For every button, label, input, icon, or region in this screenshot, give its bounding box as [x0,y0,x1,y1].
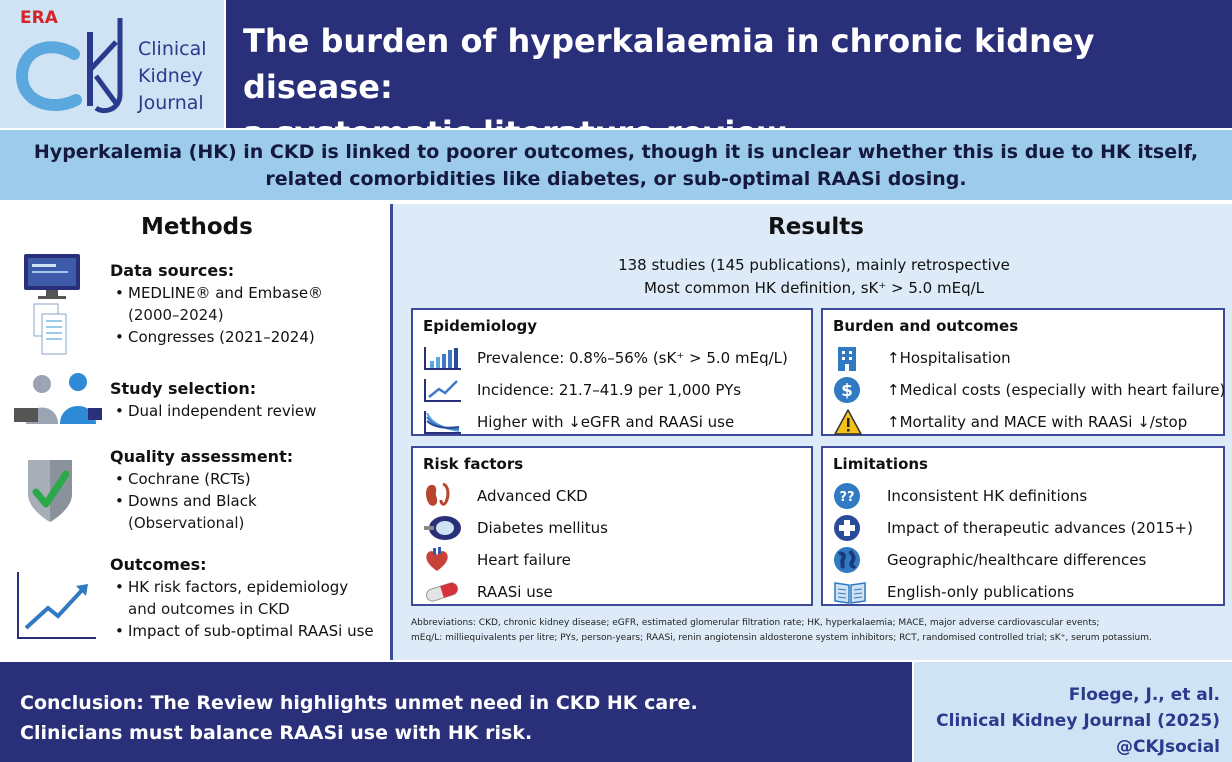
burden-box [821,308,1225,436]
header-banner [0,0,1232,128]
data-sources-group [110,260,323,348]
conclusion-banner [0,662,912,762]
title-line: The burden of hyperkalaemia in chronic kidney disease: [243,22,1095,106]
abbreviations-line: Abbreviations: CKD, chronic kidney disease; eGFR, estimated glomerular filtration rate; HK, hyperkalaemia; MACE, major adverse cardiovascular events; [411,618,1100,628]
limitation-row [833,482,1087,510]
limitations-box [821,446,1225,606]
epidemiology-row [423,408,734,436]
quality-assessment-item-continued: (Observational) [128,514,245,532]
key-message-banner [0,128,1232,202]
question-marks-icon [833,482,875,510]
burden-row [833,376,1225,404]
outcomes-heading: Outcomes: [110,555,207,574]
limitations-title: Limitations [833,455,928,473]
conclusion-line: Conclusion: The Review highlights unmet need in CKD HK care. [20,692,698,714]
pill-icon [423,578,465,606]
key-message-line: related comorbidities like diabetes, or sub-optimal RAASi dosing. [265,168,967,190]
journal-name-line: Kidney [138,65,203,87]
social-handle-link[interactable]: @CKJsocial [1116,737,1220,757]
heart-icon [423,546,465,574]
data-sources-item: • MEDLINE® and Embase® [110,282,323,304]
risk-factors-box [411,446,813,606]
reviewers-icon [12,372,104,426]
limitation-row [833,514,1193,542]
risk-factor-item: RAASi use [477,583,553,601]
conclusion-line: Clinicians must balance RAASi use with HK risk. [20,722,533,744]
epidemiology-item: Incidence: 21.7–41.9 per 1,000 PYs [477,381,742,399]
burden-row [833,344,1011,372]
risk-factors-title: Risk factors [423,455,524,473]
kidney-icon [423,482,465,510]
bar-chart-icon [423,344,465,372]
burden-item: ↑Hospitalisation [887,349,1011,367]
limitation-item: Geographic/healthcare differences [887,551,1147,569]
abbreviations-line: mEq/L: milliequivalents per litre; PYs, person-years; RAASi, renin angiotensin aldosterone system inhibitors; RCT, randomised controlled trial; sK⁺, serum potassium. [411,633,1152,643]
risk-factor-row [423,578,553,606]
open-book-icon [833,578,875,606]
globe-icon [833,546,875,574]
journal-name [138,36,207,117]
study-selection-group [110,378,316,422]
citation-authors: Floege, J., et al. [1068,685,1220,705]
results-title: Results [768,214,864,240]
burden-row [833,408,1187,436]
burden-title: Burden and outcomes [833,317,1019,335]
limitation-item: Inconsistent HK definitions [887,487,1088,505]
study-selection-heading: Study selection: [110,379,257,398]
burden-item: ↑Medical costs (especially with heart failure) [887,381,1226,399]
database-monitor-icon [22,252,82,358]
risk-factor-row [423,482,588,510]
svg-text:$: $ [841,381,853,401]
outcomes-group [110,554,374,642]
data-sources-heading: Data sources: [110,261,235,280]
data-sources-item-continued: (2000–2024) [128,306,224,324]
limitation-row [833,578,1074,606]
quality-assessment-group [110,446,293,534]
limitation-item: Impact of therapeutic advances (2015+) [887,519,1193,537]
line-chart-icon [423,376,465,404]
limitation-item: English-only publications [887,583,1075,601]
warning-icon [833,408,875,436]
results-intro [393,254,1232,300]
methods-panel [0,204,388,660]
trend-chart-icon [14,570,98,642]
svg-text:??: ?? [839,490,855,505]
era-logo-text: ERA [20,8,58,28]
glucose-meter-icon [423,514,465,542]
curve-chart-icon [423,408,465,436]
risk-factor-row [423,546,571,574]
quality-assessment-item: • Downs and Black [110,490,293,512]
epidemiology-item: Prevalence: 0.8%–56% (sK⁺ > 5.0 mEq/L) [477,349,788,367]
risk-factor-row [423,514,608,542]
risk-factor-item: Diabetes mellitus [477,519,608,537]
citation-journal: Clinical Kidney Journal (2025) [936,711,1220,731]
results-panel [390,204,1232,660]
quality-assessment-heading: Quality assessment: [110,447,294,466]
epidemiology-box [411,308,813,436]
epidemiology-row [423,344,788,372]
burden-item: ↑Mortality and MACE with RAASi ↓/stop [887,413,1188,431]
study-selection-item: • Dual independent review [110,400,316,422]
limitation-row [833,546,1146,574]
risk-factor-item: Advanced CKD [477,487,588,505]
plus-icon [833,514,875,542]
quality-assessment-item: • Cochrane (RCTs) [110,468,293,490]
key-message-line: Hyperkalemia (HK) in CKD is linked to poorer outcomes, though it is unclear whether this is due to HK itself, [33,141,1199,163]
methods-title: Methods [141,214,253,240]
results-intro-line: Most common HK definition, sK⁺ > 5.0 mEq/L [643,279,985,297]
outcomes-item-continued: and outcomes in CKD [128,600,290,618]
epidemiology-item: Higher with ↓eGFR and RAASi use [477,413,735,431]
outcomes-item: • Impact of sub-optimal RAASi use [110,620,374,642]
citation-box [914,662,1232,762]
epidemiology-row [423,376,741,404]
shield-check-icon [24,454,76,526]
data-sources-item: • Congresses (2021–2024) [110,326,323,348]
dollar-icon [833,376,875,404]
epidemiology-title: Epidemiology [423,317,538,335]
outcomes-item: • HK risk factors, epidemiology [110,576,374,598]
journal-logo[interactable] [0,0,226,128]
hospital-icon [833,344,875,372]
journal-name-line: Clinical [138,38,207,60]
abbreviations [411,616,1226,646]
results-intro-line: 138 studies (145 publications), mainly retrospective [618,256,1010,274]
journal-name-line: Journal [138,92,204,114]
risk-factor-item: Heart failure [477,551,571,569]
